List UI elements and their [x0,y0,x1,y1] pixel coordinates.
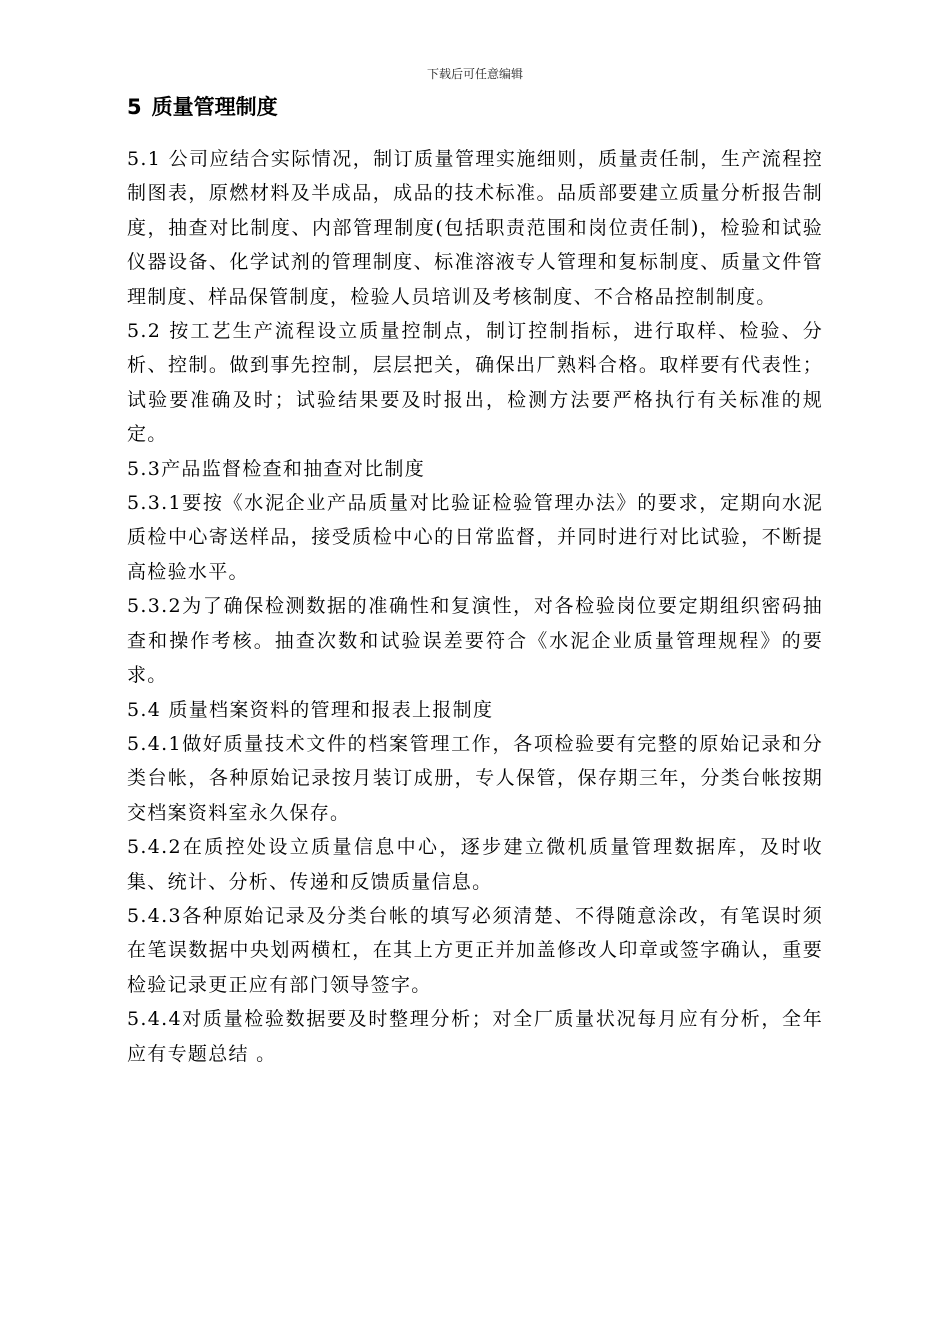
section-number: 5 [127,95,142,119]
paragraph-5-3-1: 5.3.1要按《水泥企业产品质量对比验证检验管理办法》的要求，定期向水泥质检中心寄送样品，接受质检中心的日常监督，并同时进行对比试验，不断提高检验水平。 [127,492,823,583]
paragraph-5-4-1: 5.4.1做好质量技术文件的档案管理工作，各项检验要有完整的原始记录和分类台帐，各种原始记录按月装订成册，专人保管，保存期三年，分类台帐按期交档案资料室永久保存。 [127,732,823,824]
paragraph-5-4-4: 5.4.4对质量检验数据要及时整理分析；对全厂质量状况每月应有分析，全年应有专题总结 。 [127,1008,823,1065]
section-body [127,142,823,1071]
paragraph-5-4-2: 5.4.2在质控处设立质量信息中心，逐步建立微机质量管理数据库，及时收集、统计、分析、传递和反馈质量信息。 [127,836,823,893]
section-heading [127,92,278,122]
page-header-note: 下载后可任意编辑 [426,67,523,81]
paragraph-5-2: 5.2 按工艺生产流程设立质量控制点，制订控制指标，进行取样、检验、分析、控制。做到事先控制，层层把关，确保出厂熟料合格。取样要有代表性；试验要准确及时；试验结果要及时报出，检测方法要严格执行有关标准的规定。 [127,320,823,446]
section-title: 质量管理制度 [151,95,278,119]
paragraph-5-3: 5.3产品监督检查和抽查对比制度 [127,457,426,480]
paragraph-5-4: 5.4 质量档案资料的管理和报表上报制度 [127,698,494,721]
paragraph-5-1: 5.1 公司应结合实际情况，制订质量管理实施细则，质量责任制，生产流程控制图表，原燃材料及半成品，成品的技术标准。品质部要建立质量分析报告制度，抽查对比制度、内部管理制度(包括职责范围和岗位责任制)，检验和试验仪器设备、化学试剂的管理制度、标准溶液专人管理和复标制度、质量文件管理制度、样品保管制度，检验人员培训及考核制度、不合格品控制制度。 [127,148,823,308]
paragraph-5-4-3: 5.4.3各种原始记录及分类台帐的填写必须清楚、不得随意涂改，有笔误时须在笔误数据中央划两横杠，在其上方更正并加盖修改人印章或签字确认，重要检验记录更正应有部门领导签字。 [127,904,823,996]
paragraph-5-3-2: 5.3.2为了确保检测数据的准确性和复演性，对各检验岗位要定期组织密码抽查和操作考核。抽查次数和试验误差要符合《水泥企业质量管理规程》的要求。 [127,595,823,687]
